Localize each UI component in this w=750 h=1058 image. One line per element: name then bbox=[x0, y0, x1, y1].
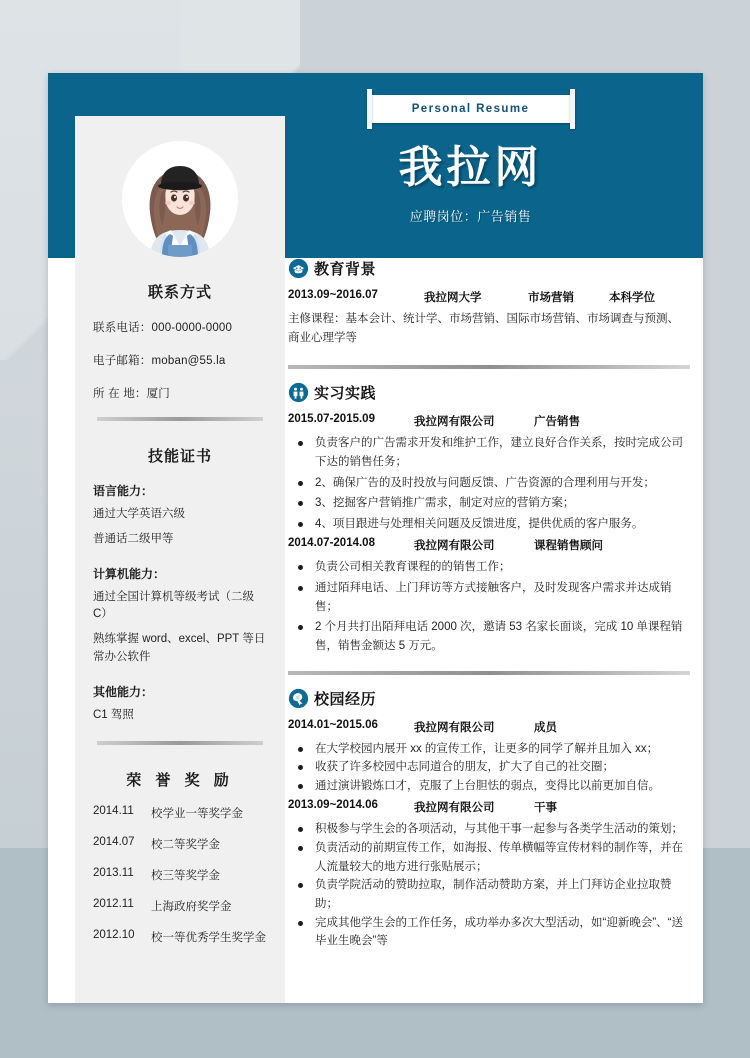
bullet-item: 负责公司相关教育课程的的销售工作； bbox=[288, 558, 690, 577]
section-campus bbox=[288, 671, 690, 951]
education-school: 我拉网大学 bbox=[424, 292, 482, 304]
campus-role: 干事 bbox=[534, 802, 557, 815]
awards-section-title: 荣 誉 奖 励 bbox=[126, 771, 234, 789]
bullet-item: 负责学院活动的赞助拉取，制作活动赞助方案，并上门拜访企业拉取赞助； bbox=[288, 876, 690, 913]
award-year: 2012.11 bbox=[93, 897, 134, 910]
award-row bbox=[93, 867, 267, 883]
sidebar-divider-2 bbox=[97, 741, 263, 745]
internship-bullets bbox=[288, 558, 690, 655]
skill-label-other: 其他能力： bbox=[93, 684, 154, 699]
contact-email: 电子邮箱：moban@55.la bbox=[93, 355, 226, 367]
section-divider bbox=[288, 671, 690, 675]
campus-company: 我拉网有限公司 bbox=[414, 721, 495, 734]
internship-company: 我拉网有限公司 bbox=[414, 416, 495, 429]
skill-value-other-1: C1 驾照 bbox=[93, 708, 134, 721]
campus-bullets bbox=[288, 820, 690, 950]
campus-title: 校园经历 bbox=[314, 690, 377, 708]
bullet-item: 2、确保广告的及时投放与问题反馈、广告资源的合理利用与开发； bbox=[288, 474, 690, 493]
avatar-illustration-icon bbox=[122, 141, 238, 257]
internship-period: 2015.07-2015.09 bbox=[288, 413, 375, 426]
skill-value-computer-2: 熟练掌握 word、excel、PPT 等日常办公软件 bbox=[93, 633, 266, 664]
internship-role: 课程销售顾问 bbox=[534, 540, 603, 553]
bullet-item: 3、挖掘客户营销推广需求，制定对应的营销方案； bbox=[288, 494, 690, 513]
skill-value-computer-1: 通过全国计算机等级考试（二级 C） bbox=[93, 590, 254, 621]
campus-period: 2013.09~2014.06 bbox=[288, 799, 378, 812]
internship-bullets bbox=[288, 434, 690, 533]
award-row bbox=[93, 898, 267, 914]
badge-ribbon-icon bbox=[288, 688, 309, 709]
internship-entry-head bbox=[288, 537, 690, 553]
education-major: 市场营销 bbox=[528, 292, 574, 304]
campus-entry-head bbox=[288, 799, 690, 815]
award-year: 2014.11 bbox=[93, 804, 134, 817]
internship-entry bbox=[288, 413, 690, 533]
campus-heading bbox=[288, 688, 690, 709]
personal-resume-ribbon bbox=[372, 95, 570, 123]
bullet-item: 通过演讲锻炼口才，克服了上台胆怯的弱点，变得比以前更加自信。 bbox=[288, 777, 690, 796]
ribbon-label: Personal Resume bbox=[411, 103, 530, 115]
campus-entry bbox=[288, 719, 690, 796]
campus-role: 成员 bbox=[534, 721, 557, 734]
internship-title: 实习实践 bbox=[314, 385, 377, 403]
award-text: 校三等奖学金 bbox=[151, 869, 220, 882]
bullet-item: 积极参与学生会的各项活动，与其他干事一起参与各类学生活动的策划； bbox=[288, 820, 690, 839]
award-text: 校二等奖学金 bbox=[151, 838, 220, 851]
contact-location: 所 在 地：厦门 bbox=[93, 388, 170, 400]
section-internship bbox=[288, 365, 690, 655]
main-content bbox=[288, 258, 690, 966]
sidebar bbox=[75, 116, 285, 1003]
skills-section-title: 技能证书 bbox=[147, 448, 212, 465]
contact-section-title: 联系方式 bbox=[147, 284, 212, 301]
bullet-item: 完成其他学生会的工作任务，成功举办多次大型活动，如“迎新晚会”、“送毕业生晚会”等 bbox=[288, 914, 690, 951]
award-text: 校学业一等奖学金 bbox=[151, 807, 243, 820]
award-row bbox=[93, 836, 267, 852]
award-row bbox=[93, 805, 267, 821]
campus-period: 2014.01~2015.06 bbox=[288, 718, 378, 731]
award-text: 上海政府奖学金 bbox=[151, 900, 232, 913]
campus-entry bbox=[288, 799, 690, 950]
skill-label-language: 语言能力： bbox=[93, 484, 154, 498]
people-icon bbox=[288, 382, 309, 403]
campus-bullets bbox=[288, 740, 690, 796]
campus-company: 我拉网有限公司 bbox=[414, 802, 495, 815]
education-heading bbox=[288, 258, 690, 279]
campus-entry-head bbox=[288, 719, 690, 735]
award-row bbox=[93, 929, 267, 945]
candidate-name: 我拉网 bbox=[398, 142, 543, 193]
internship-heading bbox=[288, 382, 690, 403]
education-courses: 主修课程：基本会计、统计学、市场营销、国际市场营销、市场调查与预测、商业心理学等 bbox=[288, 313, 679, 344]
internship-entry-head bbox=[288, 413, 690, 429]
bullet-item: 收获了许多校园中志同道合的朋友，扩大了自己的社交圈； bbox=[288, 758, 690, 777]
section-divider bbox=[288, 365, 690, 369]
bullet-item: 2 个月共打出陌拜电话 2000 次，邀请 53 名家长面谈，完成 10 单课程销售，销售金额达 5 万元。 bbox=[288, 618, 690, 655]
bullet-item: 负责客户的广告需求开发和维护工作，建立良好合作关系，按时完成公司下达的销售任务； bbox=[288, 434, 690, 471]
sidebar-divider-1 bbox=[97, 417, 263, 421]
contact-phone: 联系电话：000-0000-0000 bbox=[93, 322, 233, 334]
award-text: 校一等优秀学生奖学金 bbox=[151, 931, 266, 944]
internship-entry bbox=[288, 537, 690, 655]
header-content bbox=[238, 73, 703, 258]
internship-role: 广告销售 bbox=[534, 416, 580, 429]
bullet-item: 通过陌拜电话、上门拜访等方式接触客户，及时发现客户需求并达成销售； bbox=[288, 579, 690, 616]
internship-period: 2014.07-2014.08 bbox=[288, 537, 375, 550]
graduation-cap-icon bbox=[288, 258, 309, 279]
skill-group-computer bbox=[93, 565, 267, 667]
section-education bbox=[288, 258, 690, 347]
skill-value-language-1: 通过大学英语六级 bbox=[93, 508, 185, 520]
skill-label-computer: 计算机能力： bbox=[93, 566, 166, 581]
bullet-item: 负责活动的前期宣传工作，如海报、传单横幅等宣传材料的制作等，并在人流量较大的地方进行张贴展示； bbox=[288, 839, 690, 876]
skill-value-language-2: 普通话二级甲等 bbox=[93, 532, 174, 545]
education-title: 教育背景 bbox=[314, 261, 377, 278]
bullet-item: 在大学校园内展开 xx 的宣传工作，让更多的同学了解并且加入 xx； bbox=[288, 740, 690, 759]
skill-group-language bbox=[93, 482, 267, 549]
education-period: 2013.09~2016.07 bbox=[288, 289, 378, 301]
internship-company: 我拉网有限公司 bbox=[414, 540, 495, 553]
award-year: 2014.07 bbox=[93, 835, 135, 848]
award-year: 2012.10 bbox=[93, 928, 135, 941]
bullet-item: 4、项目跟进与处理相关问题及反馈进度，提供优质的客户服务。 bbox=[288, 515, 690, 534]
award-year: 2013.11 bbox=[93, 866, 134, 879]
job-target: 应聘岗位：广告销售 bbox=[409, 209, 532, 224]
education-degree: 本科学位 bbox=[609, 292, 655, 304]
skill-group-other bbox=[93, 683, 267, 725]
avatar bbox=[122, 141, 238, 257]
education-entry-head bbox=[288, 289, 690, 305]
